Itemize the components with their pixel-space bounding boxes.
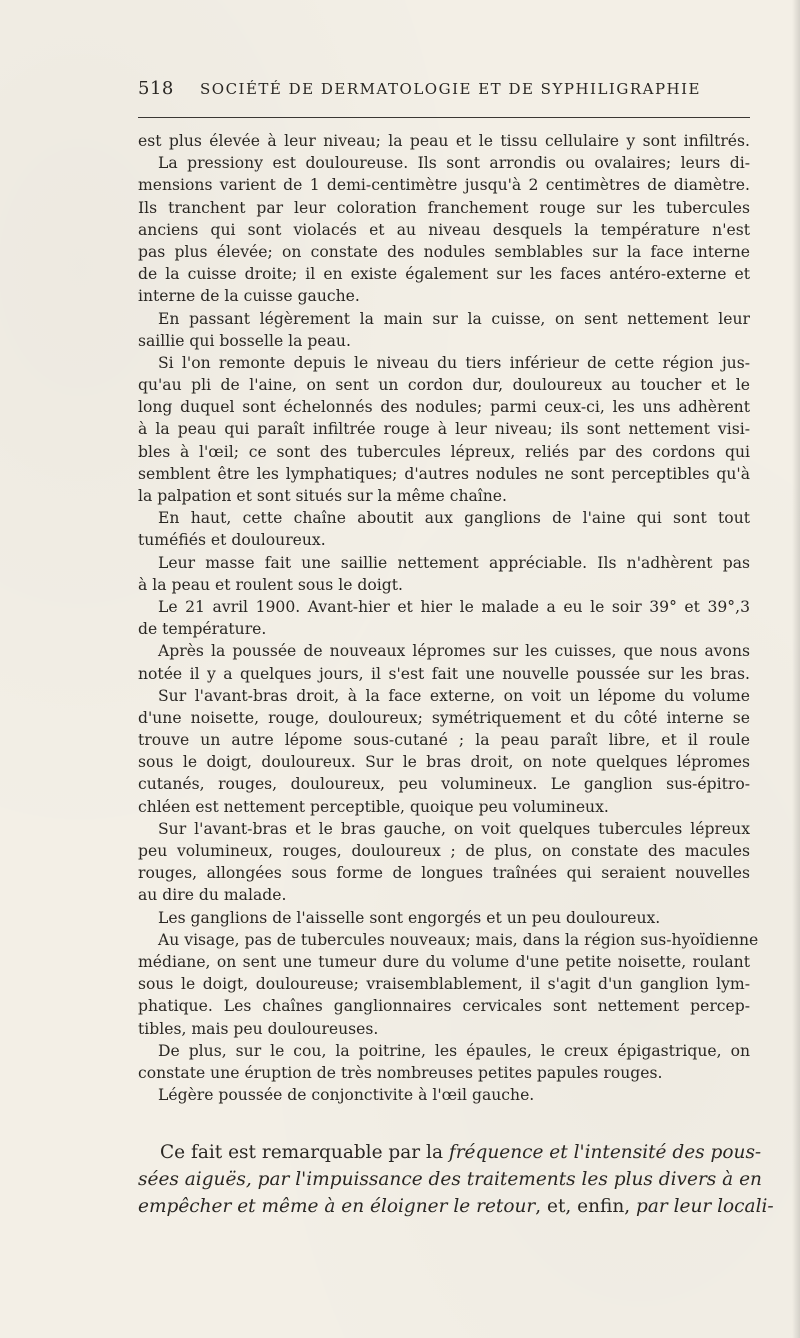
lead-line [138, 1166, 762, 1193]
text-line: saillie qui bosselle la peau. [138, 331, 351, 350]
text-line: Après la poussée de nouveaux lépromes sur les cuisses, que nous avons [158, 642, 750, 661]
lead-segment: Ce fait est remarquable par la [160, 1142, 449, 1163]
text-line: Sur l'avant-bras droit, à la face externe, on voit un lépome du volume [158, 686, 750, 705]
text-line: Au visage, pas de tubercules nouveaux; mais, dans la région sus-hyoïdienne [158, 930, 759, 949]
text-line: sous le doigt, douloureux. Sur le bras droit, on note quelques lépromes [138, 753, 750, 772]
text-line: notée il y a quelques jours, il s'est fait une nouvelle poussée sur les bras. [138, 664, 750, 683]
header-rule [138, 117, 750, 118]
text-line: sous le doigt, douloureuse; vraisemblablement, il s'agit d'un ganglion lym- [138, 975, 750, 994]
body-text [138, 130, 759, 1106]
page-number: 518 [138, 78, 174, 99]
text-line: de température. [138, 620, 267, 639]
text-line: Légère poussée de conjonctivite à l'œil gauche. [158, 1086, 535, 1105]
text-line: La pressiony est douloureuse. Ils sont arrondis ou ovalaires; leurs di- [158, 154, 750, 173]
text-line: phatique. Les chaînes ganglionnaires cervicales sont nettement percep- [138, 997, 750, 1016]
text-line: De plus, sur le cou, la poitrine, les épaules, le creux épigastrique, on [158, 1041, 750, 1060]
lead-segment-italic: par leur locali- [636, 1196, 774, 1217]
text-line: En passant légèrement la main sur la cuisse, on sent nettement leur [158, 309, 750, 328]
text-line: qu'au pli de l'aine, on sent un cordon dur, douloureux au toucher et le [138, 376, 750, 395]
text-line: peu volumineux, rouges, douloureux ; de plus, on constate des macules [138, 842, 750, 860]
lead-line [138, 1139, 762, 1166]
page-edge-shadow [792, 0, 800, 1338]
text-line: Si l'on remonte depuis le niveau du tiers inférieur de cette région jus- [158, 353, 750, 372]
text-line: Sur l'avant-bras et le bras gauche, on voit quelques tubercules lépreux [158, 819, 750, 838]
text-line: Les ganglions de l'aisselle sont engorgés et un peu douloureux. [158, 908, 661, 927]
lead-paragraph [138, 1139, 774, 1220]
text-line: anciens qui sont violacés et au niveau desquels la température n'est [138, 220, 750, 239]
text-line: constate une éruption de très nombreuses petites papules rouges. [138, 1063, 663, 1082]
text-line: semblent être les lymphatiques; d'autres nodules ne sont perceptibles qu'à [138, 464, 750, 483]
text-line: de la cuisse droite; il en existe également sur les faces antéro-externe et [138, 265, 750, 284]
running-head: SOCIÉTÉ DE DERMATOLOGIE ET DE SYPHILIGRAPHIE [200, 80, 702, 98]
text-line: au dire du malade. [138, 886, 287, 905]
text-line: interne de la cuisse gauche. [138, 287, 360, 306]
text-line: long duquel sont échelonnés des nodules; parmi ceux-ci, les uns adhèrent [138, 398, 750, 417]
text-line: à la peau qui paraît infiltrée rouge à leur niveau; ils sont nettement visi- [138, 420, 750, 439]
page-header [138, 78, 750, 102]
lead-line [138, 1193, 774, 1220]
lead-segment-italic: sées aiguës, par l'impuissance des traitements les plus divers à en [138, 1169, 762, 1190]
lead-segment-italic: empêcher et même à en éloigner le retour [138, 1196, 536, 1217]
text-line: En haut, cette chaîne aboutit aux ganglions de l'aine qui sont tout [158, 509, 750, 528]
text-line: est plus élevée à leur niveau; la peau et le tissu cellulaire y sont infiltrés. [138, 132, 750, 150]
text-line: médiane, on sent une tumeur dure du volume d'une petite noisette, roulant [138, 952, 750, 971]
text-line: Le 21 avril 1900. Avant-hier et hier le malade a eu le soir 39° et 39°,3 [158, 597, 750, 616]
text-line: d'une noisette, rouge, douloureux; symétriquement et du côté interne se [138, 708, 750, 727]
text-line: tuméfiés et douloureux. [138, 531, 326, 550]
text-line: Leur masse fait une saillie nettement appréciable. Ils n'adhèrent pas [158, 553, 750, 572]
text-line: cutanés, rouges, douloureux, peu volumineux. Le ganglion sus-épitro- [138, 775, 750, 794]
text-line: rouges, allongées sous forme de longues traînées qui seraient nouvelles [138, 864, 750, 883]
lead-segment: , et, enfin, [535, 1196, 637, 1217]
text-line: à la peau et roulent sous le doigt. [138, 575, 403, 594]
text-line: mensions varient de 1 demi-centimètre jusqu'à 2 centimètres de diamètre. [138, 176, 750, 195]
text-line: bles à l'œil; ce sont des tubercules lépreux, reliés par des cordons qui [138, 442, 750, 461]
lead-segment-italic: fréquence et l'intensité des pous- [448, 1142, 762, 1163]
text-line: tibles, mais peu douloureuses. [138, 1019, 379, 1038]
text-line: pas plus élevée; on constate des nodules semblables sur la face interne [138, 242, 750, 261]
text-line: chléen est nettement perceptible, quoique peu volumineux. [138, 797, 609, 816]
text-line: Ils tranchent par leur coloration franchement rouge sur les tubercules [138, 198, 750, 217]
text-line: trouve un autre lépome sous-cutané ; la peau paraît libre, et il roule [138, 731, 750, 750]
text-line: la palpation et sont situés sur la même chaîne. [138, 487, 507, 505]
